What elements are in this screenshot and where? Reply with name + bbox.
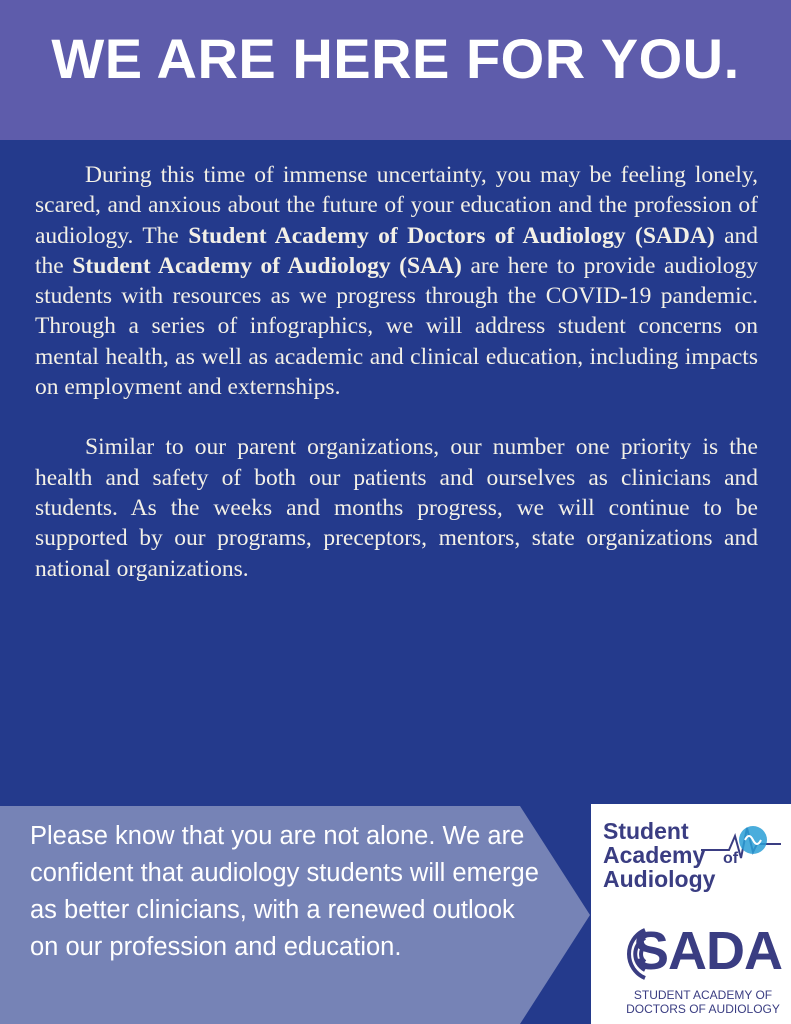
saa-name: Student Academy of Audiology (SAA) [72, 252, 462, 279]
main-text [35, 160, 758, 584]
sada-name: Student Academy of Doctors of Audiology (SADA) [188, 222, 715, 249]
saa-logo-line1: Student [603, 818, 689, 844]
callout-text: Please know that you are not alone. We are confident that audiology students will emerge as better clinicians, with a renewed outlook on our profession and education. [30, 822, 539, 961]
logo-panel [591, 804, 791, 1024]
paragraph-1-text-c: are here to provide audiology students with resources as we progress through the COVID-19 pandemic. Through a series of infographics, we will address student concerns on mental health, as well as academic and clinical education, including impacts on employment and externships. [35, 252, 758, 401]
sada-logo-sub-line1: STUDENT ACADEMY OF [633, 988, 773, 1002]
saa-logo-line3: Audiology [603, 866, 716, 892]
sada-logo-word: SADA [633, 921, 783, 981]
saa-logo [603, 818, 783, 908]
sada-logo [603, 920, 783, 1020]
saa-logo-of: of [723, 850, 739, 867]
wave-icon [701, 818, 781, 868]
page-title: WE ARE HERE FOR YOU. [51, 27, 740, 90]
paragraph-1 [35, 160, 758, 402]
paragraph-1-text-a: During this time of immense uncertainty, you may be feeling lonely, scared, and anxious about the future of your education and the profession of audiology. The [35, 162, 758, 249]
sada-logo-subtitle [618, 988, 788, 1016]
header-banner [0, 0, 791, 140]
sada-logo-sub-line2: DOCTORS OF AUDIOLOGY [626, 1002, 780, 1016]
paragraph-1-text-b: and the [35, 222, 759, 279]
paragraph-2: Similar to our parent organizations, our number one priority is the health and safety of both our patients and ourselves as clinicians and students. As the weeks and months progress, we will continue to be supported by our programs, preceptors, mentors, state organizations and national organizations. [35, 434, 758, 582]
saa-logo-line2: Academy [603, 842, 706, 868]
